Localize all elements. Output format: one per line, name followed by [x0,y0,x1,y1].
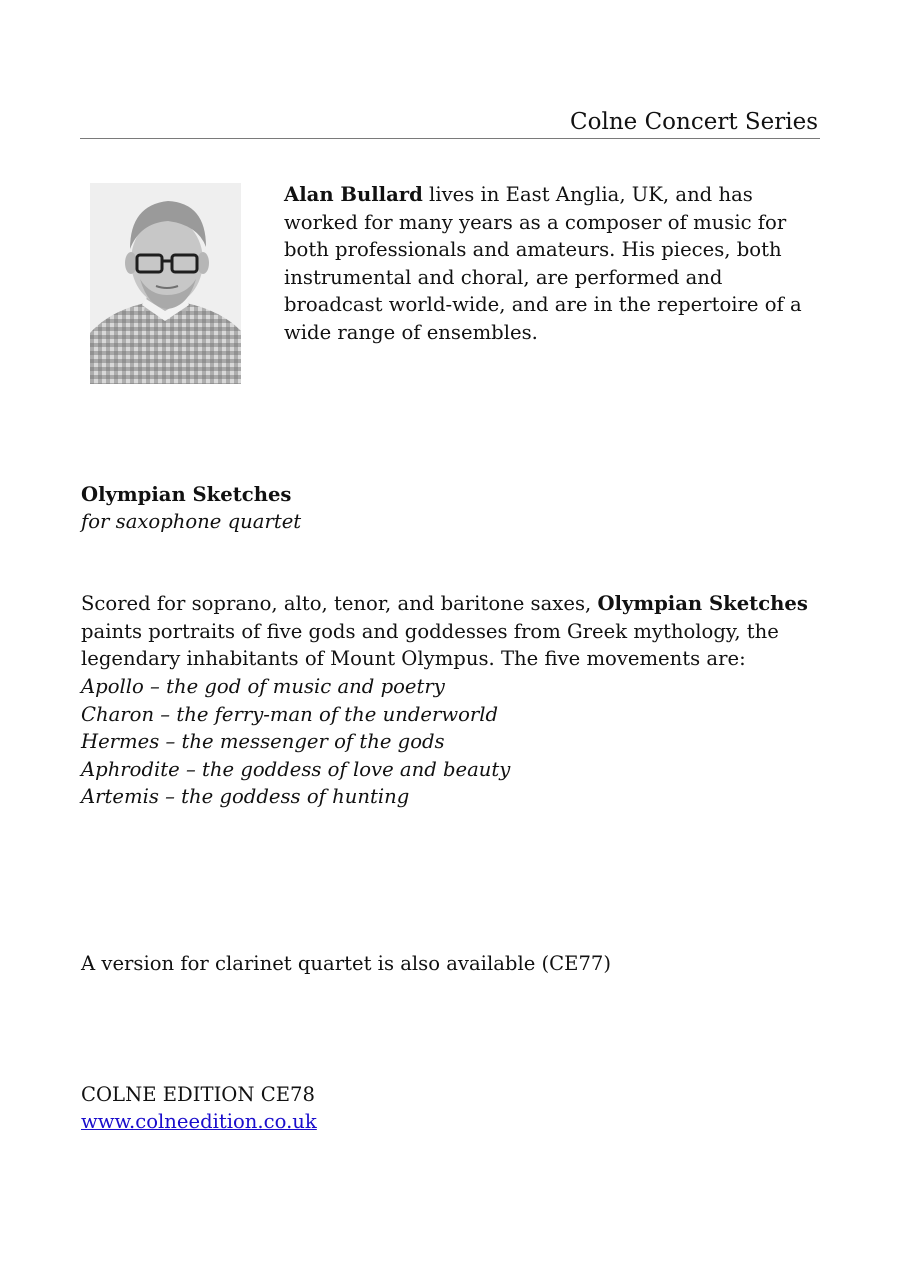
composer-bio-text: lives in East Anglia, UK, and has worked for many years as a composer of music for both professionals and amateurs. His pieces, both instrumental and choral, are performed and broadcast world-wide, and are in the repertoire of a wide range of ensembles. [284,183,802,344]
movement-item: Aphrodite – the goddess of love and beauty [81,757,511,781]
work-description-title: Olympian Sketches [597,592,808,615]
movement-item: Apollo – the god of music and poetry [81,675,445,698]
movement-item: Charon – the ferry-man of the underworld [81,702,499,726]
movements-list [81,673,510,811]
composer-photo [90,183,241,384]
work-title: Olympian Sketches [81,483,292,506]
movement-item: Hermes – the messenger of the gods [81,730,445,754]
edition-number: COLNE EDITION CE78 [81,1083,315,1106]
header-rule [80,138,820,139]
composer-bio [284,181,824,347]
composer-name: Alan Bullard [284,183,423,206]
work-description-start: Scored for soprano, alto, tenor, and baritone saxes, [81,592,598,615]
work-description [81,590,841,673]
website-link[interactable]: www.colneedition.co.uk [81,1110,317,1133]
work-description-end: paints portraits of five gods and goddesses from Greek mythology, the legendary inhabitants of Mount Olympus. The five movements are: [81,619,779,671]
clarinet-version-note: A version for clarinet quartet is also available (CE77) [81,952,612,975]
movement-item: Artemis – the goddess of hunting [81,785,410,809]
series-title: Colne Concert Series [570,109,818,135]
work-subtitle: for saxophone quartet [81,510,302,533]
